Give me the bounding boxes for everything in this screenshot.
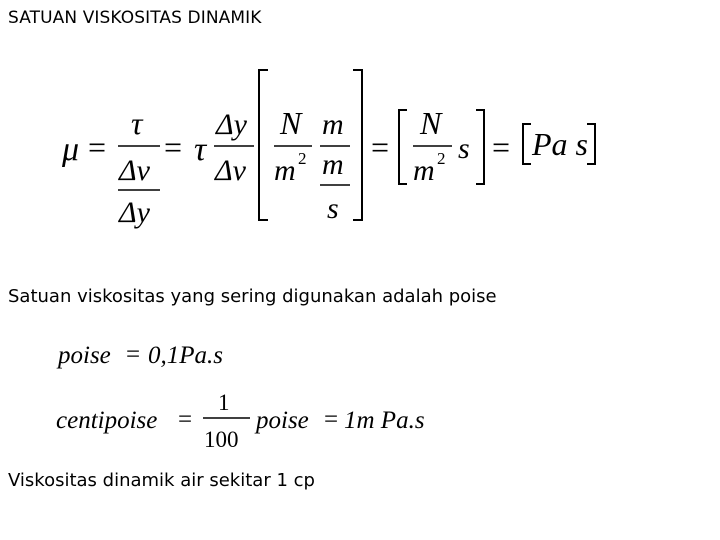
tau-symbol: τ [194, 131, 207, 168]
tau-numerator: τ [131, 105, 143, 141]
formula-mu-definition [61, 70, 595, 229]
unit-m: m [322, 108, 344, 141]
fraction-numerator: 1 [218, 390, 230, 415]
poise-intro-text: Satuan viskositas yang sering digunakan adalah poise [8, 286, 497, 307]
formula-centipoise [56, 390, 425, 452]
unit-m: m [274, 154, 296, 187]
formula-poise [56, 341, 223, 369]
delta-y-numerator: Δy [216, 108, 247, 141]
right-bracket [476, 110, 484, 184]
exponent-2: 2 [437, 149, 446, 168]
poise-label: poise [58, 342, 111, 369]
right-bracket [353, 70, 362, 220]
delta-v-denominator: Δv [215, 154, 246, 187]
unit-m: m [322, 148, 344, 181]
unit-m: m [413, 154, 435, 187]
right-bracket [587, 124, 595, 164]
unit-pa-s: Pa s [532, 126, 588, 162]
left-bracket [259, 70, 268, 220]
left-bracket [523, 124, 531, 164]
fraction-denominator: 100 [204, 427, 239, 452]
slide-title: SATUAN VISKOSITAS DINAMIK [8, 8, 262, 28]
equals-sign: = [371, 129, 390, 165]
water-viscosity-text: Viskositas dinamik air sekitar 1 cp [8, 470, 315, 491]
delta-y-denominator: Δy [119, 196, 150, 229]
left-bracket [399, 110, 407, 184]
delta-v-denominator: Δv [119, 154, 150, 187]
mu-symbol: μ [62, 131, 80, 168]
equals-sign: = [126, 341, 141, 368]
poise-label: poise [256, 407, 309, 434]
unit-s: s [327, 192, 339, 225]
exponent-2: 2 [298, 149, 307, 168]
equals-sign: = [492, 129, 511, 165]
equals-sign: = [164, 129, 183, 165]
poise-value: 0,1Pa.s [148, 342, 223, 369]
unit-N: N [280, 105, 302, 141]
unit-N: N [420, 105, 442, 141]
equals-sign: = [88, 129, 107, 165]
equals-sign: = [178, 406, 193, 433]
equals-sign: = [324, 406, 339, 433]
unit-s: s [458, 132, 470, 165]
centipoise-value: 1m Pa.s [344, 407, 425, 434]
centipoise-label: centipoise [56, 407, 158, 434]
